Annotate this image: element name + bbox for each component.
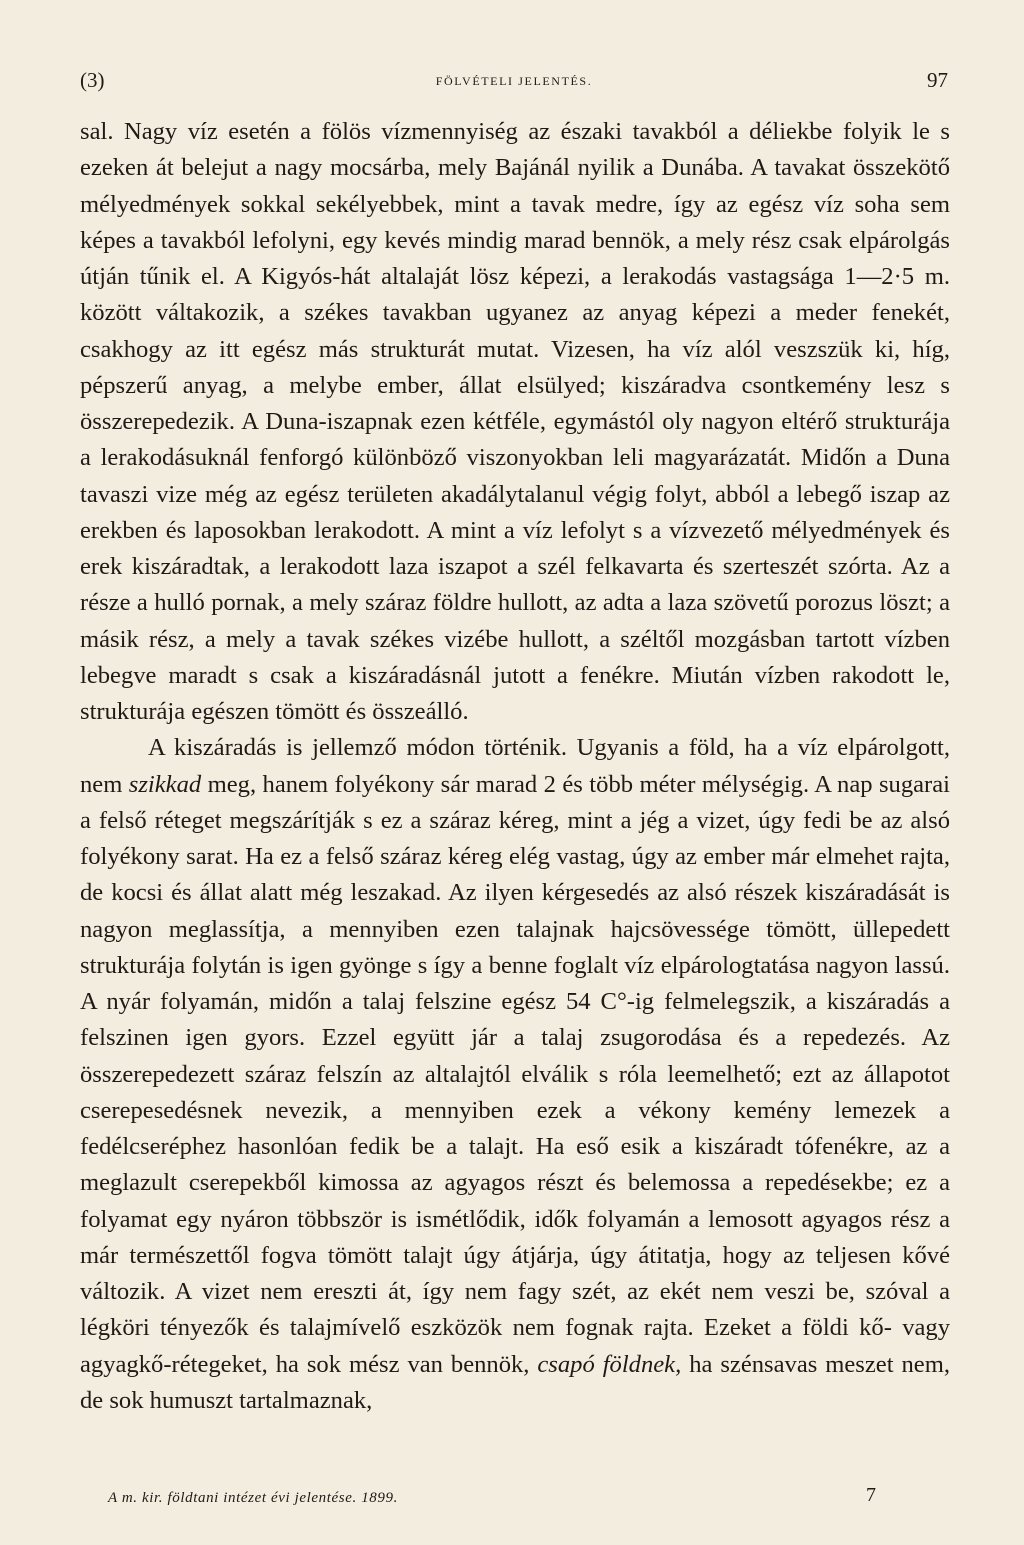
italic-term-szikkad: szikkad	[128, 770, 202, 798]
running-title: FÖLVÉTELI JELENTÉS.	[435, 74, 593, 88]
body-text	[80, 114, 950, 1419]
page-number: 97	[927, 68, 948, 92]
footer-citation: A m. kir. földtani intézet évi jelentése. 1899.	[108, 1490, 398, 1506]
page-footer	[80, 1484, 948, 1514]
italic-term-csapo-fold: csapó földnek,	[537, 1350, 682, 1378]
running-header	[80, 68, 948, 98]
paragraph-1	[80, 114, 950, 730]
paragraph-2-text-c: ha szénsavas meszet nem, de sok humuszt tartalmaznak,	[80, 1350, 950, 1414]
paragraph-2-text-b: meg, hanem folyékony sár marad 2 és több méter mélységig. A nap sugarai a felső réteget megszárítják s ez a száraz kéreg, mint a jég a vizet, úgy fedi be az alsó folyékony sarat. Ha ez a felső száraz kéreg elég vastag, úgy az ember már elmehet rajta, de kocsi és állat alatt még leszakad. Az ilyen kérgesedés az alsó részek kiszáradását is nagyon meglassítja, a mennyiben ezen talajnak hajcsövessége tömött, üllepedett strukturája folytán is igen gyönge s így a benne foglalt víz elpárologtatása nagyon lassú. A nyár folyamán, midőn a talaj felszine egész 54 C°-ig felmelegszik, a kiszáradás a felszinen igen gyors. Ezzel együtt jár a talaj zsugorodása és a repedezés. Az összerepedezett száraz felszín az altalajtól elválik s róla leemelhető; ezt az állapotot cserepesedésnek nevezik, a mennyiben ezek a vékony kemény lemezek a fedélcseréphez hasonlóan fedik be a talajt. Ha eső esik a kiszáradt tófenékre, az a meglazult cserepekből kimossa az agyagos részt és belemossa a repedésekbe; ez a folyamat egy nyáron többször is ismétlődik, idők folyamán a lemosott agyagos rész a már természettől fogva tömött talajt úgy átjárja, úgy átitatja, hogy az teljesen kővé változik. A vizet nem ereszti át, így nem fagy szét, az ekét nem veszi be, szóval a légköri tényezők és talajmívelő eszközök nem fognak rajta. Ezeket a földi kő- vagy agyagkő-rétegeket, ha sok mész van bennök,	[80, 770, 950, 1378]
paragraph-1-text: sal. Nagy víz esetén a fölös vízmennyiség az északi tavakból a déliekbe folyik le s ezeken át belejut a nagy mocsárba, mely Bajánál nyilik a Dunába. A tavakat összekötő mélyedmények sokkal sekélyebbek, mint a tavak medre, így az egész víz soha sem képes a tavakból lefolyni, egy kevés mindig marad bennök, a mely rész csak elpárolgás útján tűnik el. A Kigyós-hát altalaját lösz képezi, a lerakodás vastagsága 1—2·5 m. között váltakozik, a székes tavakban ugyanez az anyag képezi a meder fenekét, csakhogy az itt egész más strukturát mutat. Vizesen, ha víz alól veszszük ki, híg, pépszerű anyag, a melybe ember, állat elsülyed; kiszáradva csontkemény lesz s összerepedezik. A Duna-iszapnak ezen kétféle, egymástól oly nagyon eltérő strukturája a lerakodásuknál fenforgó különböző viszonyokban leli magyarázatát. Midőn a Duna tavaszi vize még az egész területen akadálytalanul végig folyt, abból a lebegő iszap az erekben és laposokban lerakodott. A mint a víz lefolyt s a vízvezető mélyedmények és erek kiszáradtak, a lerakodott laza iszapot a szél felkavarta és szerteszét szórta. Az a része a hulló pornak, a mely száraz földre hullott, az adta a laza szövetű porozus löszt; a másik rész, a mely a tavak székes vizébe hullott, a széltől mozgásban tartott vízben lebegve maradt s csak a kiszáradásnál jutott a fenékre. Miután vízben rakodott le, strukturája egészen tömött és összeálló.	[80, 118, 950, 725]
signature-number: 7	[866, 1484, 876, 1506]
section-number: (3)	[80, 68, 105, 92]
paragraph-2	[80, 730, 950, 1419]
paragraph-2-text-a: A kiszáradás is jellemző módon történik. Ugyanis a föld, ha a víz elpárolgott, nem	[80, 734, 950, 798]
